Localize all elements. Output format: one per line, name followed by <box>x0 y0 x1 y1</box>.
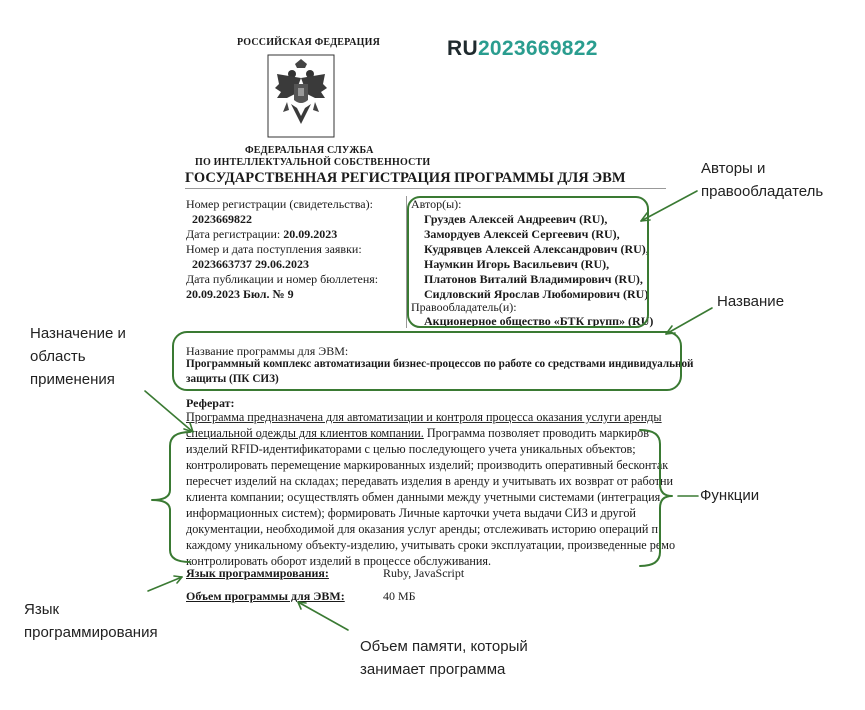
country-name: РОССИЙСКАЯ ФЕДЕРАЦИЯ <box>237 37 381 48</box>
author-item: Груздев Алексей Андреевич (RU), <box>424 212 608 226</box>
function-line: каждому уникальному объекту-изделию, учитывать сроки эксплуатации, произведенные ремо <box>186 538 676 552</box>
annotation-purpose-line: область <box>30 348 86 365</box>
author-item: Кудрявцев Алексей Александрович (RU), <box>424 242 649 256</box>
language-value: Ruby, JavaScript <box>383 566 465 580</box>
program-name-label: Название программы для ЭВМ: <box>186 344 349 358</box>
function-line: контролировать оборот изделий в процессе обслуживания. <box>186 554 492 568</box>
program-name-line-1: Программный комплекс автоматизации бизнес-процессов по работе со средствами индивидуальной <box>186 358 694 370</box>
annotation-authors <box>701 157 823 203</box>
function-line: пересчет изделий на складах; передавать изделия в аренду и учитывать их возврат от работни <box>186 474 674 488</box>
functions-right-brace <box>640 430 672 566</box>
document-title: ГОСУДАРСТВЕННАЯ РЕГИСТРАЦИЯ ПРОГРАММЫ ДЛЯ ЭВМ <box>185 170 626 186</box>
reg-number-label: Номер регистрации (свидетельства): <box>186 197 373 211</box>
reg-number-value: 2023669822 <box>192 212 252 226</box>
annotation-name: Название <box>717 293 785 310</box>
purpose-line-1: Программа предназначена для автоматизации и контроля процесса оказания услуги аренды <box>186 410 662 424</box>
author-item: Замордуев Алексей Сергеевич (RU), <box>424 227 620 241</box>
publication-label: Дата публикации и номер бюллетеня: <box>186 272 379 286</box>
authors-label: Автор(ы): <box>411 197 462 211</box>
authors-arrow <box>641 191 697 221</box>
function-line: изделий RFID-идентификаторами с целью последующего учета уникальных объектов; <box>186 442 636 456</box>
function-line: клиента компании; осуществлять обмен данными между учетными системами (интеграция <box>186 490 661 504</box>
reg-prefix: RU <box>447 37 478 60</box>
author-item: Наумкин Игорь Васильевич (RU), <box>424 257 610 271</box>
annotation-purpose <box>30 322 126 391</box>
reg-date-label: Дата регистрации: <box>186 227 281 241</box>
size-value: 40 МБ <box>383 589 416 603</box>
publication-value: 20.09.2023 Бюл. № 9 <box>186 287 294 301</box>
memory-arrow <box>298 602 348 630</box>
size-label: Объем программы для ЭВМ: <box>186 589 345 603</box>
abstract-label: Реферат: <box>186 396 235 410</box>
annotation-language-line: программирования <box>24 624 158 641</box>
author-item: Платонов Виталий Владимирович (RU), <box>424 272 643 286</box>
program-name-frame <box>173 332 681 390</box>
language-arrow <box>148 577 182 591</box>
functions-left-brace <box>152 432 190 562</box>
annotation-language <box>24 598 158 644</box>
annotation-language-line: Язык <box>24 601 60 618</box>
authors-frame <box>408 197 648 327</box>
application-value: 2023663737 29.06.2023 <box>192 257 309 271</box>
annotation-authors-line: правообладатель <box>701 183 824 200</box>
function-line: документации, необходимой для оказания услуг аренды; отслеживать историю операций п <box>186 522 658 536</box>
program-name-line-2: защиты (ПК СИЗ) <box>186 373 279 385</box>
function-line: контролировать перемещение маркированных изделий; производить оперативный бесконтак <box>186 458 669 472</box>
function-line: информационных систем); формировать Личные карточки учета выдачи СИЗ и другой <box>186 506 636 520</box>
application-label: Номер и дата поступления заявки: <box>186 242 362 256</box>
annotation-functions: Функции <box>700 487 760 504</box>
functions-lead: Программа позволяет проводить маркиров <box>423 426 649 440</box>
annotation-memory-line: Объем памяти, который <box>360 638 528 655</box>
purpose-arrow <box>145 391 193 432</box>
author-item: Сидловский Ярослав Любомирович (RU) <box>424 287 649 301</box>
reg-date-value: 20.09.2023 <box>283 227 338 241</box>
annotation-purpose-line: Назначение и <box>30 325 126 342</box>
language-label: Язык программирования: <box>186 566 329 580</box>
holders-label: Правообладатель(и): <box>411 300 517 314</box>
annotation-memory <box>360 635 528 681</box>
name-arrow <box>666 308 712 334</box>
holder-item: Акционерное общество «БТК групп» (RU) <box>424 314 654 328</box>
purpose-line-2-underlined: специальной одежды для клиентов компании. <box>186 426 424 440</box>
annotation-memory-line: занимает программа <box>360 661 506 678</box>
annotation-authors-line: Авторы и <box>701 160 766 177</box>
agency-line-1: ФЕДЕРАЛЬНАЯ СЛУЖБА <box>245 145 374 156</box>
reg-number: 2023669822 <box>477 37 598 60</box>
agency-line-2: ПО ИНТЕЛЛЕКТУАЛЬНОЙ СОБСТВЕННОСТИ <box>195 157 431 168</box>
annotation-purpose-line: применения <box>30 371 115 388</box>
